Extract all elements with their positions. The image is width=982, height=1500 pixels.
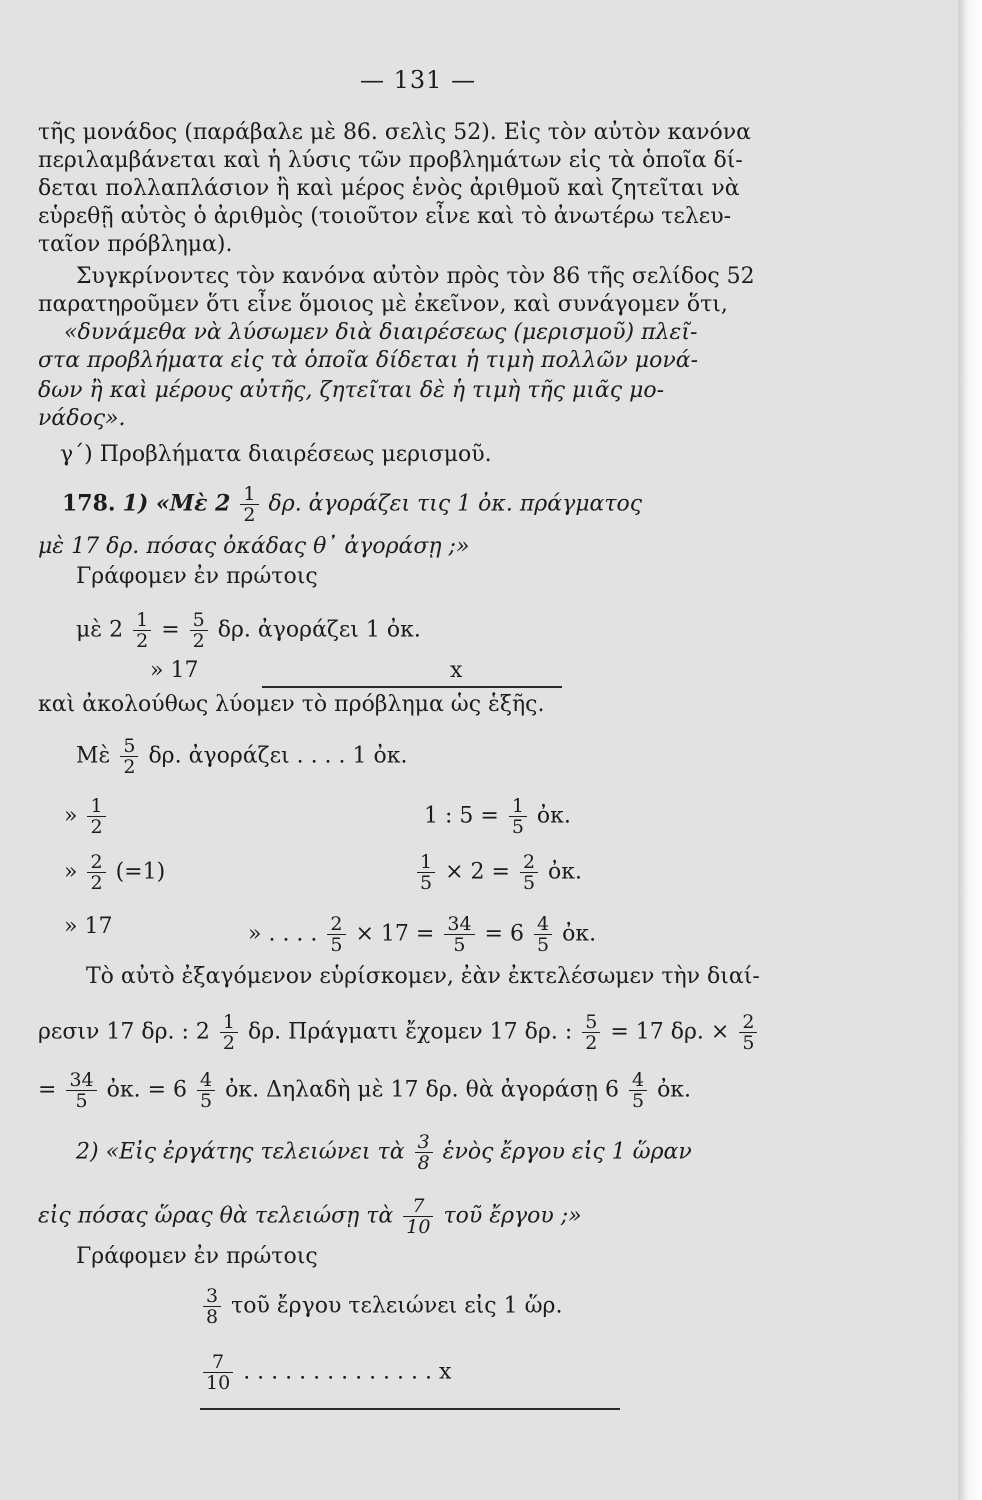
solution-row: 1 : 5 = $\frac{1}{5}$ ὀκ. [424, 795, 571, 838]
page-number: — 131 — [360, 66, 477, 94]
text-line: εὑρεθῇ αὐτὸς ὁ ἀριθμὸς (τοιοῦτον εἶνε καὶ τὸ ἀνωτέρω τελευ- [38, 204, 732, 229]
solution-row: » $\frac{2}{2}$ (=1) [64, 851, 166, 894]
underline [262, 686, 562, 688]
rule-statement: στα προβλήματα εἰς τὰ ὁποῖα δίδεται ἡ τιμὴ πολλῶν μονά- [38, 348, 698, 373]
solution-row: » $\frac{1}{2}$ [64, 796, 109, 837]
underline [200, 1408, 620, 1410]
setup-line: » 17 [150, 658, 199, 683]
rule-statement: «δυνάμεθα νὰ λύσωμεν διὰ διαιρέσεως (μερισμοῦ) πλεῖ- [64, 320, 698, 345]
text-line: περιλαμβάνεται καὶ ἡ λύσις τῶν προβλημάτων εἰς τὰ ὁποῖα δί- [38, 148, 743, 173]
rule-statement: νάδος». [38, 406, 126, 431]
solution-row: » . . . . $\frac{2}{5}$ × 17 = $\frac{34}{5}$ = 6 $\frac{4}{5}$ ὀκ. [248, 913, 597, 956]
fraction: $\frac{1}{2}$ [240, 484, 258, 525]
page-edge [958, 0, 982, 1500]
problem-2-line: 2) «Εἰς ἐργάτης τελειώνει τὰ $\frac{3}{8}$ ἑνὸς ἔργου εἰς 1 ὥραν [76, 1131, 692, 1174]
text-line: Συγκρίνοντες τὸν κανόνα αὐτὸν πρὸς τὸν 86 τῆς σελίδος 52 [76, 264, 755, 289]
section-heading: γ΄) Προβλήματα διαιρέσεως μερισμοῦ. [60, 442, 492, 467]
text-line: ρεσιν 17 δρ. : 2 $\frac{1}{2}$ δρ. Πράγματι ἔχομεν 17 δρ. : $\frac{5}{2}$ = 17 δρ. × $\frac{2}{5}$ [38, 1012, 760, 1053]
problem-number: 178. [62, 490, 116, 517]
problem-text: δρ. ἀγοράζει τις 1 ὀκ. πράγματος [268, 491, 643, 517]
text-line: καὶ ἀκολούθως λύομεν τὸ πρόβλημα ὡς ἑξῆς. [38, 692, 545, 717]
problem-178-line [62, 484, 642, 525]
problem-text: 1) «Μὲ 2 [122, 490, 231, 517]
text-line: παρατηροῦμεν ὅτι εἶνε ὅμοιος μὲ ἐκεῖνον, καὶ συνάγομεν ὅτι, [38, 292, 728, 317]
unknown-x: x [450, 658, 463, 683]
text-line: δεται πολλαπλάσιον ἢ καὶ μέρος ἑνὸς ἀριθμοῦ καὶ ζητεῖται νὰ [38, 176, 740, 201]
rule-statement: δων ἢ καὶ μέρους αὐτῆς, ζητεῖται δὲ ἡ τιμὴ τῆς μιᾶς μο- [38, 378, 665, 403]
text-line: Γράφομεν ἐν πρώτοις [76, 564, 318, 589]
solution-row: Μὲ $\frac{5}{2}$ δρ. ἀγοράζει . . . . 1 ὀκ. [76, 735, 408, 778]
solution-row: $\frac{1}{5}$ × 2 = $\frac{2}{5}$ ὀκ. [414, 852, 582, 893]
setup-line: $\frac{7}{10}$ . . . . . . . . . . . . . . x [200, 1352, 451, 1393]
text-line: Τὸ αὐτὸ ἐξαγόμενον εὑρίσκομεν, ἐὰν ἐκτελέσωμεν τὴν διαί- [86, 964, 760, 989]
text-line: Γράφομεν ἐν πρώτοις [76, 1244, 318, 1269]
text-line: τῆς μονάδος (παράβαλε μὲ 86. σελὶς 52). Εἰς τὸν αὐτὸν κανόνα [38, 120, 752, 145]
text-line: = $\frac{34}{5}$ ὀκ. = 6 $\frac{4}{5}$ ὀκ. Δηλαδὴ μὲ 17 δρ. θὰ ἀγοράσῃ 6 $\frac{4}{5}$ ὀκ. [38, 1069, 692, 1112]
setup-line: μὲ 2 $\frac{1}{2}$ = $\frac{5}{2}$ δρ. ἀγοράζει 1 ὀκ. [76, 609, 421, 652]
problem-2-line: εἰς πόσας ὥρας θὰ τελειώσῃ τὰ $\frac{7}{10}$ τοῦ ἔργου ;» [38, 1195, 582, 1238]
text-line: ταῖον πρόβλημα). [38, 232, 233, 257]
solution-row: » 17 [64, 914, 113, 939]
setup-line: $\frac{3}{8}$ τοῦ ἔργου τελειώνει εἰς 1 ὥρ. [200, 1286, 562, 1327]
problem-text: μὲ 17 δρ. πόσας ὀκάδας θ᾽ ἀγοράσῃ ;» [38, 534, 470, 559]
